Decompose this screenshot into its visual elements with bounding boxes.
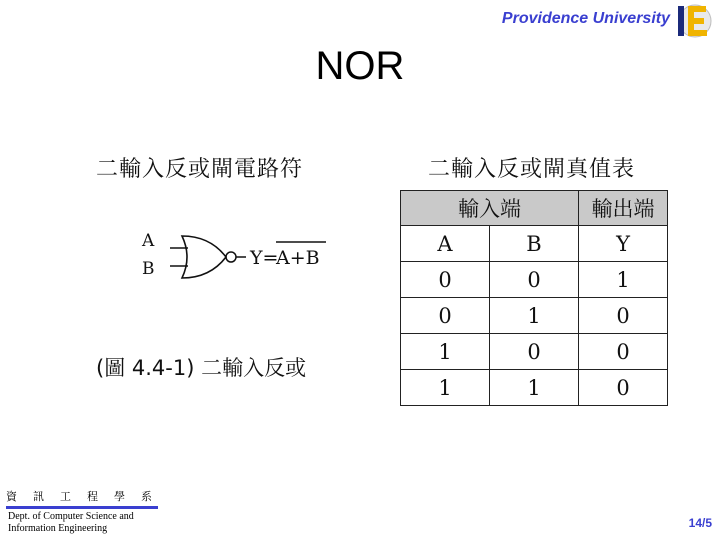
nor-gate-bubble [226,252,236,262]
table-cell: 1 [490,370,579,406]
gate-symbol-caption: 二輸入反或閘電路符 [96,157,304,182]
gate-input-a-label: A [142,231,155,251]
slide-title: NOR [315,44,405,88]
column-header-y: Y [579,226,668,262]
table-cell: 0 [579,334,668,370]
gate-input-b-label: B [142,259,155,279]
footer-department-en-line1: Dept. of Computer Science and [8,511,134,522]
figure-caption: (圖 4.4-1) 二輸入反或 [96,356,307,380]
table-cell: 0 [401,298,490,334]
university-logo [674,2,714,40]
footer-department-en [8,511,178,535]
table-cell: 1 [490,298,579,334]
table-row [401,298,668,334]
table-cell: 0 [579,370,668,406]
slide-figure [90,148,670,416]
university-name: Providence University [501,10,670,27]
footer-divider [6,506,158,509]
table-row [401,334,668,370]
table-cell: 0 [401,262,490,298]
truth-table-caption: 二輸入反或閘真值表 [428,157,636,182]
table-cell: 1 [401,370,490,406]
table-cell: 1 [579,262,668,298]
gate-expression-overlined: A+B [276,247,320,269]
table-cell: 1 [401,334,490,370]
nor-gate-body [182,236,226,278]
page-number: 14/5 [688,516,712,530]
table-group-header-row [401,191,668,226]
group-header-inputs: 輸入端 [401,191,579,226]
gate-expression-prefix: Y= [250,247,279,269]
group-header-output: 輸出端 [579,191,668,226]
column-header-b: B [490,226,579,262]
table-row [401,262,668,298]
table-cell: 0 [579,298,668,334]
footer-department-en-line2: Information Engineering [8,523,108,534]
table-cell: 0 [490,262,579,298]
truth-table [400,190,668,406]
nor-gate-diagram [140,226,380,286]
table-row [401,370,668,406]
table-column-header-row [401,226,668,262]
footer-department-cn: 資訊工程學系 [6,490,168,503]
column-header-a: A [401,226,490,262]
table-cell: 0 [490,334,579,370]
